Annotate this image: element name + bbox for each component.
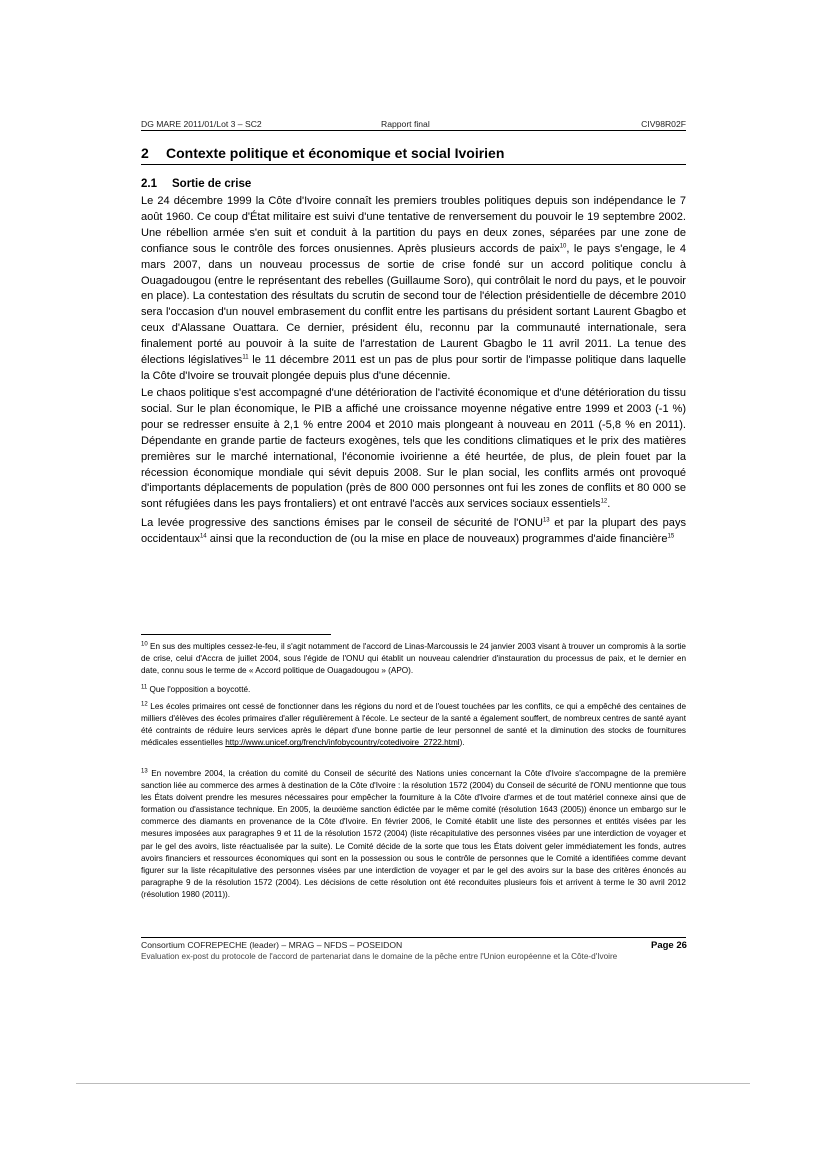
footnote-ref-13[interactable]: 13 <box>542 517 550 524</box>
section-number: 2 <box>141 145 149 161</box>
paragraph-2-text-a: Le chaos politique s'est accompagné d'une détérioration de l'activité économique et d'une détérioration du tissu social. Sur le plan économique, le PIB a affiché une croissance moyenne négative entre 1999 et 2003 (-1 %) pour se redresser ensuite à 2,1 % entre 2004 et 2010 mais plongeant à nouveau en 2011 (-5,8 % en 2011). Dépendante en grande partie de facteurs exogènes, tels que les conditions climatiques et le prix des matières premières sur le marché international, l'économie ivoirienne a été heurtée, de plus, de plein fouet par la récession économique mondiale qui sévit depuis 2008. Sur le plan social, les conflits armés ont provoqué d'importants déplacements de population (près de 800 000 personnes ont fui les zones de conflits et 80 000 se sont réfugiées dans les pays frontaliers) et ont entravé l'accès aux services sociaux essentiels <box>141 387 686 511</box>
footer-rule <box>141 937 686 938</box>
footnote-12 <box>141 701 686 749</box>
header-center: Rapport final <box>381 119 430 129</box>
bottom-divider <box>76 1083 750 1084</box>
paragraph-1-text-b: , le pays s'engage, le 4 mars 2007, dans un nouveau processus de sortie de crise fondé sur un accord politique conclu à Ouagadougou (entre le représentant des rebelles (Guillaume Soro), qui contrôlait le nord du pays, et le pouvoir en place). La contestation des résultats du scrutin de second tour de l'élection présidentielle de décembre 2010 sera l'occasion d'un nouvel embrasement du conflit entre les partisans du président sortant Laurent Gbagbo et ceux d'Alassane Ouattara. Ce dernier, président élu, reconnu par la communauté internationale, sera finalement porté au pouvoir à la suite de l'arrestation de Laurent Gbagbo le 11 avril 2011. La tenue des élections législatives <box>141 242 686 367</box>
header-left: DG MARE 2011/01/Lot 3 – SC2 <box>141 119 262 129</box>
footnote-11 <box>141 684 686 696</box>
footnote-text: En novembre 2004, la création du comité du Conseil de sécurité des Nations unies concernant la Côte d'Ivoire s'accompagne de la première sanction liée au commerce des armes à destination de la Côte d'Ivoire : la résolution 1572 (2004) du Conseil de sécurité de l'ONU mentionne que tous les États doivent prendre les mesures nécessaires pour empêcher la fourniture à la Côte d'Ivoire d'armes et de tout matériel connexe ainsi que de formation ou d'assistance technique. En 2005, la deuxième sanction édictée par le même comité (résolution 1643 (2005)) énonce un embargo sur le commerce des diamants en provenance de la Côte d'Ivoire. En février 2006, le Comité établit une liste des personnes et entités visées par les mesures imposées aux paragraphes 9 et 11 de la résolution 1572 (2004) (liste récapitulative des personnes visées par une interdiction de voyager et par le gel des avoirs, liste réactualisée par la suite). Le Comité décide de la sorte que tous les États doivent geler immédiatement les fonds, autres avoirs financiers et ressources économiques qui sont en la possession ou sous le contrôle de personnes que le Comité a identifiées comme devant figurer sur la liste récapitulative des personnes visées par une interdiction de voyager et par le gel des avoirs sur la base des critères énoncés au paragraphe 9 de la résolution 1572 (2004). Les décisions de cette résolution ont été reconduites plusieurs fois et arrivent à terme le 30 avril 2012 (résolution 1980 (2011)). <box>141 769 686 899</box>
footnote-number: 12 <box>141 701 148 708</box>
footnote-13 <box>141 768 686 901</box>
paragraph-2-text-b: . <box>607 498 611 511</box>
footnote-text: Les écoles primaires ont cessé de fonctionner dans les régions du nord et de l'ouest touchées par les conflits, ce qui a empêché des centaines de milliers d'élèves des écoles primaires d'aller régulièrement à l'école. Le secteur de la santé a également souffert, de nombreux centres de santé ayant été contraints de réduire leurs services après le départ d'une bonne partie de leur personnel de santé et la diminution des stocks de fournitures médicales essentielles <box>141 702 686 748</box>
footnote-ref-14[interactable]: 14 <box>199 533 207 540</box>
footnote-ref-11[interactable]: 11 <box>242 354 249 361</box>
paragraph-2 <box>141 386 686 513</box>
paragraph-3 <box>141 516 686 548</box>
footnote-10 <box>141 641 686 677</box>
footer-subtitle: Evaluation ex-post du protocole de l'accord de partenariat dans le domaine de la pêche entre l'Union européenne et la Côte-d'Ivoire <box>141 952 618 961</box>
footnote-text-end: ). <box>459 738 465 748</box>
subsection-number: 2.1 <box>141 178 157 190</box>
header-rule <box>141 130 686 131</box>
paragraph-3-text-a: La levée progressive des sanctions émises par le conseil de sécurité de l'ONU <box>141 517 543 529</box>
subsection-title-text: Sortie de crise <box>172 178 252 190</box>
paragraph-3-text-b: et par la plupart des pays occidentaux <box>141 517 686 545</box>
paragraph-1 <box>141 194 686 385</box>
footnote-number: 13 <box>141 768 148 775</box>
footnote-ref-12[interactable]: 12 <box>600 498 608 505</box>
footer-consortium: Consortium COFREPECHE (leader) – MRAG – NFDS – POSEIDON <box>141 940 403 950</box>
section-title-text: Contexte politique et économique et social Ivoirien <box>166 145 505 161</box>
footnote-number: 10 <box>141 641 148 648</box>
footnote-text: En sus des multiples cessez-le-feu, il s'agit notamment de l'accord de Linas-Marcoussis le 24 janvier 2003 visant à trouver un compromis à la sortie de crise, celui d'Accra de juillet 2004, sous l'égide de l'ONU qui établit un nouveau calendrier d'instauration du processus de paix, et le dernier en date, connu sous le terme de « Accord politique de Ouagadougou » (APO). <box>141 642 686 676</box>
page-number: Page 26 <box>651 940 687 951</box>
unicef-link[interactable]: http://www.unicef.org/french/infobycountry/cotedivoire_2722.html <box>225 738 460 748</box>
section-title <box>141 145 504 161</box>
paragraph-1-text-a: Le 24 décembre 1999 la Côte d'Ivoire connaît les premiers troubles politiques depuis son indépendance le 7 août 1960. Ce coup d'État militaire est suivi d'une tentative de renversement du pouvoir le 19 septembre 2002. Une rébellion armée s'en suit et conduit à la partition du pays en deux zones, séparées par une zone de confiance sous le contrôle des forces onusiennes. Après plusieurs accords de paix <box>141 195 686 255</box>
footnote-number: 11 <box>141 684 148 691</box>
header-right: CIV98R02F <box>641 119 686 129</box>
footnote-text: Que l'opposition a boycotté. <box>147 685 251 694</box>
footnote-separator <box>141 634 331 635</box>
paragraph-1-text-c: le 11 décembre 2011 est un pas de plus pour sortir de l'impasse politique dans laquelle la Côte d'Ivoire se trouvait plongée depuis plus d'une décennie. <box>141 354 686 382</box>
subsection-title <box>141 178 251 190</box>
footnote-ref-10[interactable]: 10 <box>559 243 567 250</box>
footnote-ref-15[interactable]: 15 <box>667 533 675 540</box>
paragraph-3-text-c: ainsi que la reconduction de (ou la mise en place de nouveaux) programmes d'aide financière <box>206 532 668 545</box>
section-rule <box>141 164 686 165</box>
